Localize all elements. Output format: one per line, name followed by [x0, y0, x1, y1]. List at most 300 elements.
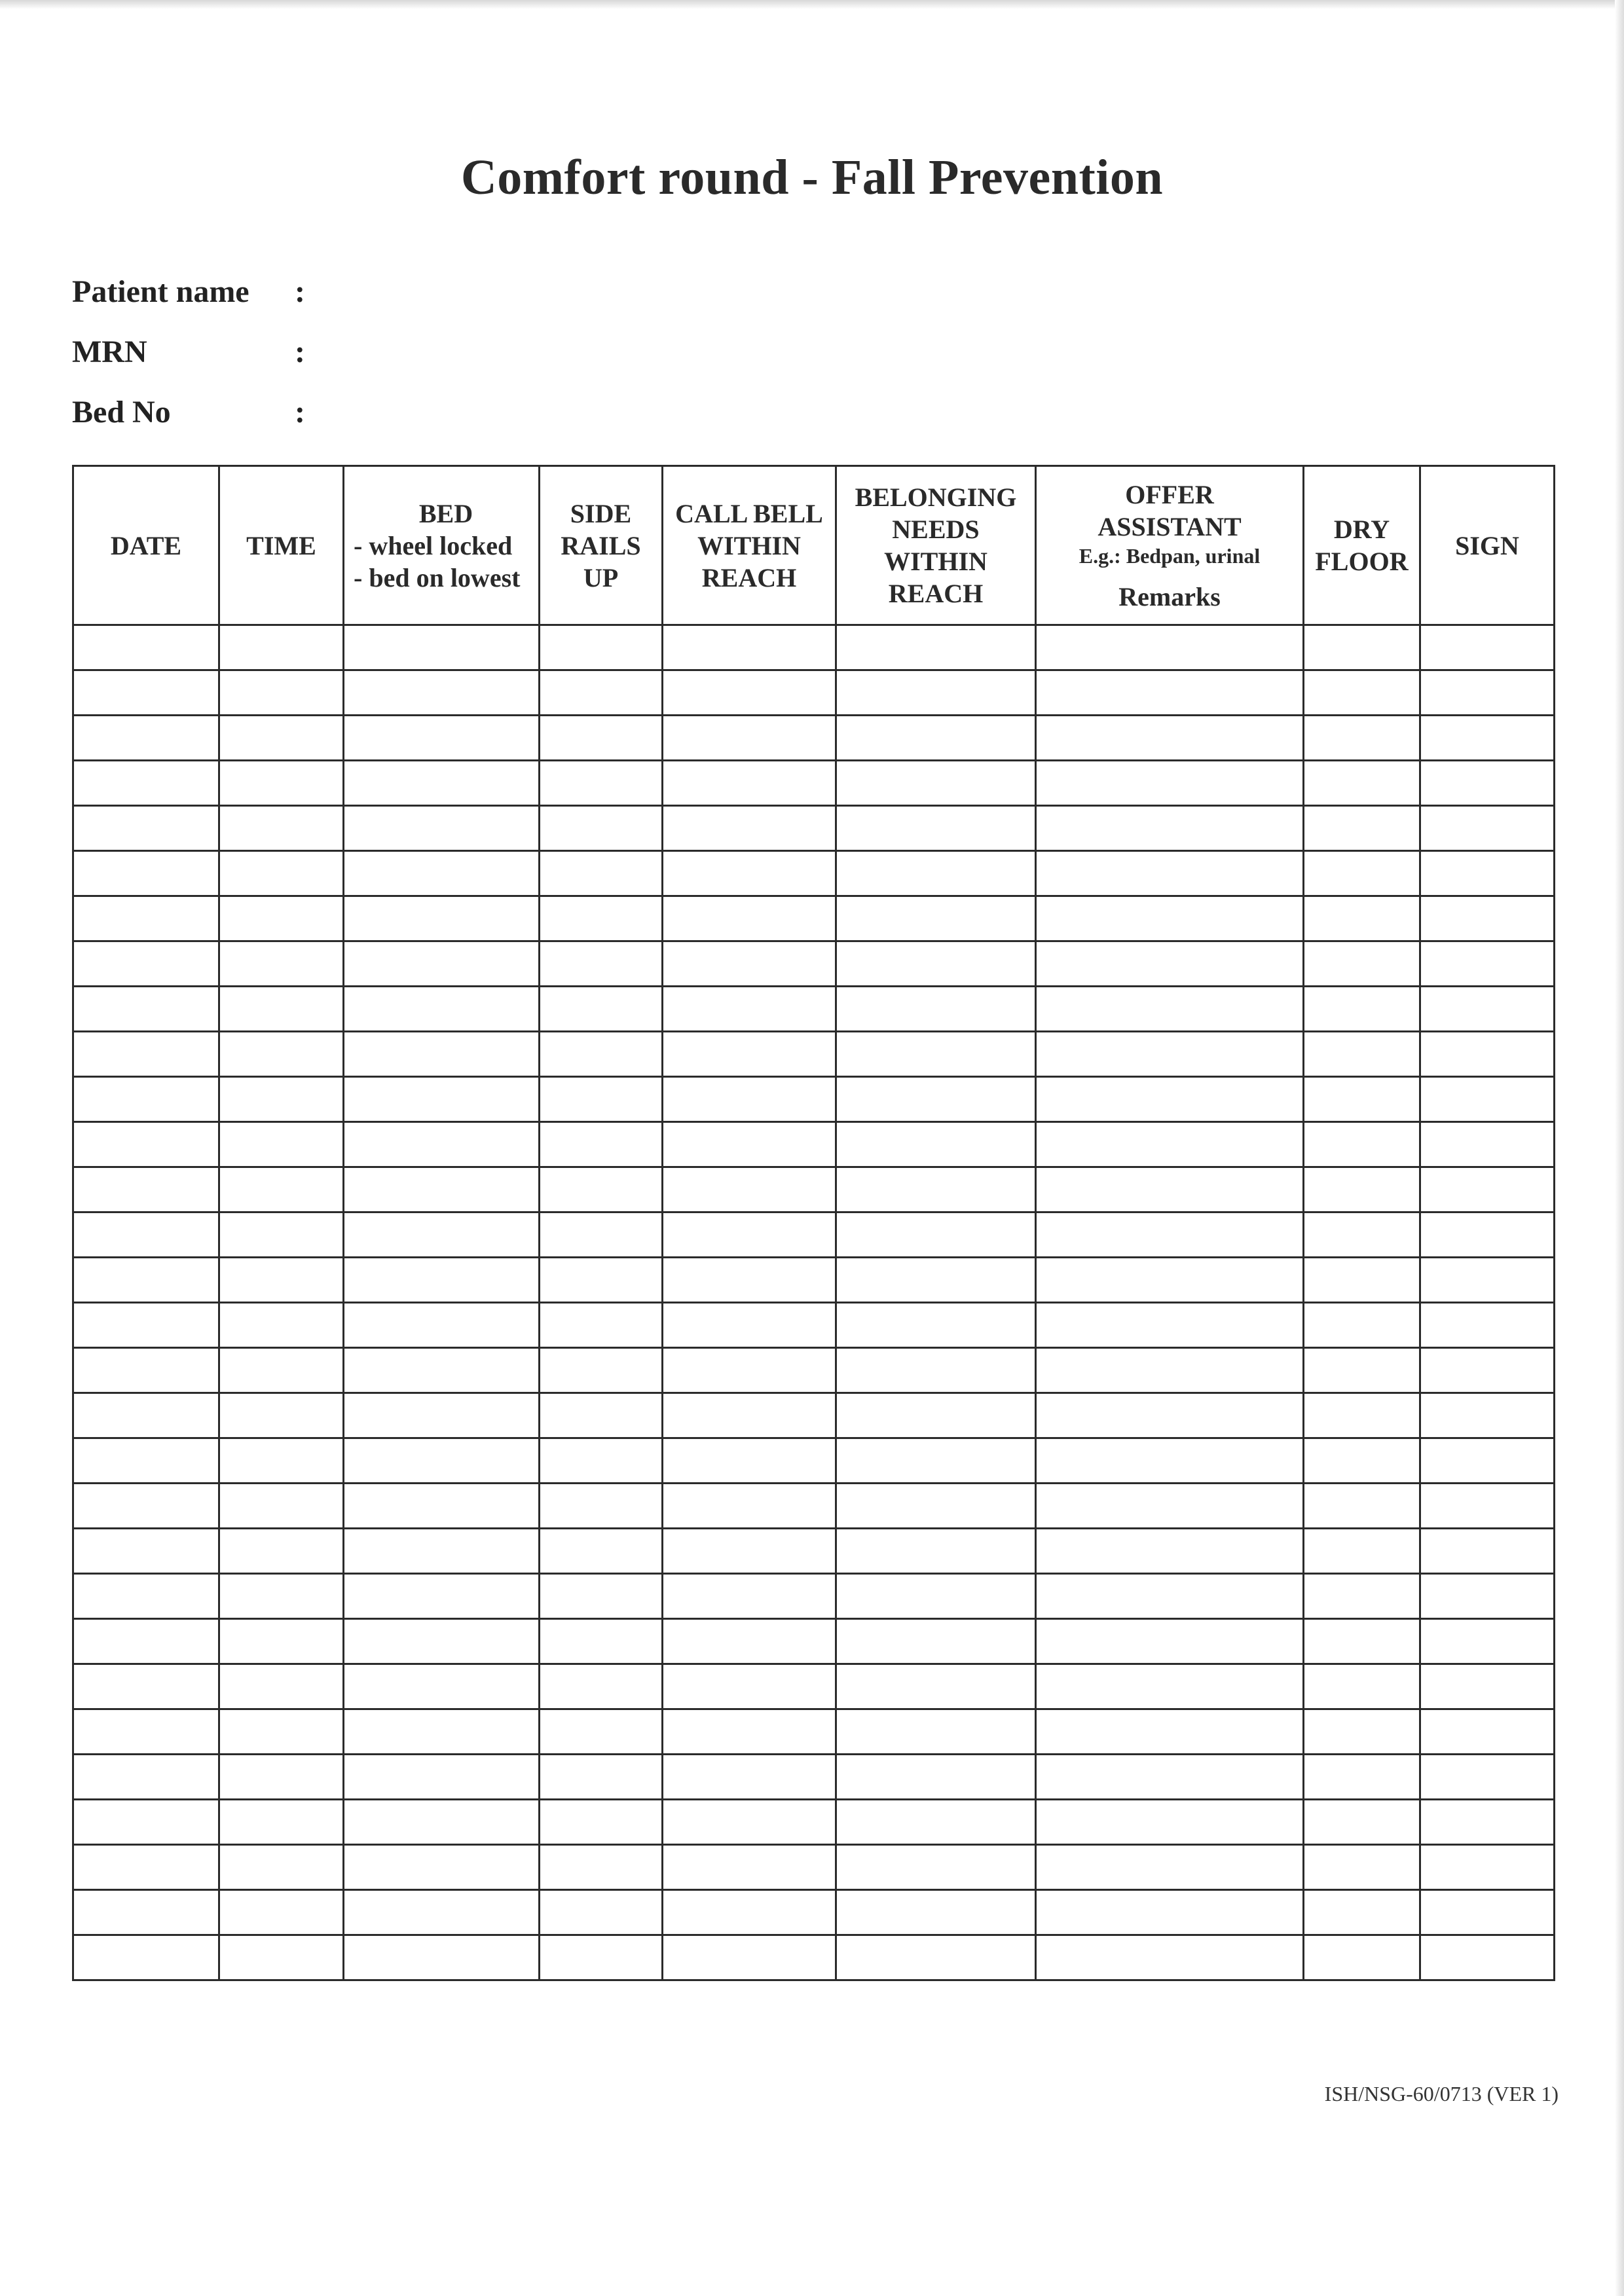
cell-offer-assistant[interactable] — [1036, 987, 1304, 1032]
cell-time[interactable] — [219, 1619, 344, 1664]
cell-dry-floor[interactable] — [1304, 1077, 1420, 1122]
cell-bed[interactable] — [344, 1755, 540, 1800]
cell-sign[interactable] — [1420, 716, 1555, 761]
cell-side-rails[interactable] — [540, 1032, 663, 1077]
cell-offer-assistant[interactable] — [1036, 1935, 1304, 1980]
cell-offer-assistant[interactable] — [1036, 1664, 1304, 1709]
cell-date[interactable] — [73, 851, 219, 896]
cell-side-rails[interactable] — [540, 987, 663, 1032]
cell-side-rails[interactable] — [540, 1393, 663, 1438]
cell-date[interactable] — [73, 1348, 219, 1393]
cell-offer-assistant[interactable] — [1036, 896, 1304, 941]
cell-side-rails[interactable] — [540, 851, 663, 896]
cell-time[interactable] — [219, 625, 344, 670]
cell-sign[interactable] — [1420, 1258, 1555, 1303]
cell-belonging[interactable] — [836, 1258, 1036, 1303]
cell-sign[interactable] — [1420, 1077, 1555, 1122]
cell-offer-assistant[interactable] — [1036, 1484, 1304, 1529]
cell-side-rails[interactable] — [540, 1935, 663, 1980]
cell-call-bell[interactable] — [663, 1212, 836, 1258]
cell-bed[interactable] — [344, 1258, 540, 1303]
cell-side-rails[interactable] — [540, 1755, 663, 1800]
cell-offer-assistant[interactable] — [1036, 806, 1304, 851]
cell-dry-floor[interactable] — [1304, 1845, 1420, 1890]
cell-side-rails[interactable] — [540, 1574, 663, 1619]
cell-time[interactable] — [219, 1303, 344, 1348]
cell-time[interactable] — [219, 1709, 344, 1755]
cell-call-bell[interactable] — [663, 1845, 836, 1890]
cell-bed[interactable] — [344, 1303, 540, 1348]
cell-dry-floor[interactable] — [1304, 1484, 1420, 1529]
header-call-bell — [663, 466, 836, 625]
cell-time[interactable] — [219, 941, 344, 987]
cell-date[interactable] — [73, 1935, 219, 1980]
header-side-rails-l3: UP — [583, 562, 619, 592]
cell-offer-assistant[interactable] — [1036, 1845, 1304, 1890]
cell-time[interactable] — [219, 1167, 344, 1212]
cell-call-bell[interactable] — [663, 761, 836, 806]
cell-offer-assistant[interactable] — [1036, 1348, 1304, 1393]
cell-bed[interactable] — [344, 1032, 540, 1077]
cell-call-bell[interactable] — [663, 941, 836, 987]
cell-bed[interactable] — [344, 1709, 540, 1755]
header-call-bell-l2: WITHIN — [697, 530, 801, 560]
cell-time[interactable] — [219, 716, 344, 761]
cell-date[interactable] — [73, 1303, 219, 1348]
cell-bed[interactable] — [344, 1845, 540, 1890]
cell-dry-floor[interactable] — [1304, 1574, 1420, 1619]
cell-dry-floor[interactable] — [1304, 1619, 1420, 1664]
cell-offer-assistant[interactable] — [1036, 670, 1304, 716]
cell-bed[interactable] — [344, 806, 540, 851]
cell-call-bell[interactable] — [663, 1935, 836, 1980]
cell-call-bell[interactable] — [663, 1529, 836, 1574]
cell-time[interactable] — [219, 1845, 344, 1890]
cell-date[interactable] — [73, 1755, 219, 1800]
cell-time[interactable] — [219, 670, 344, 716]
cell-call-bell[interactable] — [663, 1167, 836, 1212]
cell-call-bell[interactable] — [663, 670, 836, 716]
cell-side-rails[interactable] — [540, 716, 663, 761]
cell-time[interactable] — [219, 987, 344, 1032]
cell-bed[interactable] — [344, 1529, 540, 1574]
cell-sign[interactable] — [1420, 1935, 1555, 1980]
cell-date[interactable] — [73, 1032, 219, 1077]
cell-sign[interactable] — [1420, 1800, 1555, 1845]
cell-bed[interactable] — [344, 1122, 540, 1167]
cell-side-rails[interactable] — [540, 896, 663, 941]
cell-time[interactable] — [219, 1438, 344, 1484]
cell-time[interactable] — [219, 1664, 344, 1709]
cell-sign[interactable] — [1420, 1574, 1555, 1619]
header-dry-floor — [1304, 466, 1420, 625]
cell-dry-floor[interactable] — [1304, 1212, 1420, 1258]
table-row — [73, 1529, 1555, 1574]
cell-dry-floor[interactable] — [1304, 625, 1420, 670]
table-row — [73, 1438, 1555, 1484]
cell-side-rails[interactable] — [540, 1167, 663, 1212]
cell-bed[interactable] — [344, 1574, 540, 1619]
cell-time[interactable] — [219, 1077, 344, 1122]
cell-belonging[interactable] — [836, 851, 1036, 896]
cell-belonging[interactable] — [836, 1574, 1036, 1619]
cell-belonging[interactable] — [836, 896, 1036, 941]
cell-call-bell[interactable] — [663, 1303, 836, 1348]
cell-sign[interactable] — [1420, 987, 1555, 1032]
cell-date[interactable] — [73, 1167, 219, 1212]
cell-belonging[interactable] — [836, 1348, 1036, 1393]
cell-belonging[interactable] — [836, 716, 1036, 761]
cell-offer-assistant[interactable] — [1036, 625, 1304, 670]
cell-offer-assistant[interactable] — [1036, 761, 1304, 806]
cell-time[interactable] — [219, 1890, 344, 1935]
cell-belonging[interactable] — [836, 1935, 1036, 1980]
cell-time[interactable] — [219, 1529, 344, 1574]
cell-belonging[interactable] — [836, 806, 1036, 851]
cell-dry-floor[interactable] — [1304, 670, 1420, 716]
cell-date[interactable] — [73, 1800, 219, 1845]
cell-dry-floor[interactable] — [1304, 1303, 1420, 1348]
cell-belonging[interactable] — [836, 625, 1036, 670]
cell-sign[interactable] — [1420, 851, 1555, 896]
cell-side-rails[interactable] — [540, 1258, 663, 1303]
cell-date[interactable] — [73, 625, 219, 670]
cell-call-bell[interactable] — [663, 1800, 836, 1845]
cell-sign[interactable] — [1420, 670, 1555, 716]
cell-bed[interactable] — [344, 1890, 540, 1935]
cell-sign[interactable] — [1420, 1167, 1555, 1212]
header-bed-line1: - wheel locked — [354, 530, 513, 560]
cell-time[interactable] — [219, 1348, 344, 1393]
cell-dry-floor[interactable] — [1304, 1032, 1420, 1077]
cell-side-rails[interactable] — [540, 1529, 663, 1574]
cell-belonging[interactable] — [836, 1529, 1036, 1574]
cell-call-bell[interactable] — [663, 1258, 836, 1303]
cell-side-rails[interactable] — [540, 1212, 663, 1258]
cell-side-rails[interactable] — [540, 761, 663, 806]
cell-side-rails[interactable] — [540, 1800, 663, 1845]
cell-belonging[interactable] — [836, 1438, 1036, 1484]
cell-sign[interactable] — [1420, 1438, 1555, 1484]
table-row — [73, 1800, 1555, 1845]
cell-dry-floor[interactable] — [1304, 1258, 1420, 1303]
cell-call-bell[interactable] — [663, 625, 836, 670]
cell-belonging[interactable] — [836, 670, 1036, 716]
cell-sign[interactable] — [1420, 1529, 1555, 1574]
cell-time[interactable] — [219, 761, 344, 806]
cell-dry-floor[interactable] — [1304, 1890, 1420, 1935]
header-side-rails-l1: SIDE — [570, 498, 632, 528]
cell-belonging[interactable] — [836, 1077, 1036, 1122]
cell-call-bell[interactable] — [663, 851, 836, 896]
cell-bed[interactable] — [344, 1438, 540, 1484]
cell-date[interactable] — [73, 716, 219, 761]
cell-time[interactable] — [219, 1800, 344, 1845]
cell-call-bell[interactable] — [663, 1122, 836, 1167]
mrn-row — [72, 334, 714, 370]
cell-offer-assistant[interactable] — [1036, 1800, 1304, 1845]
cell-bed[interactable] — [344, 716, 540, 761]
cell-bed[interactable] — [344, 1167, 540, 1212]
cell-dry-floor[interactable] — [1304, 1755, 1420, 1800]
cell-time[interactable] — [219, 806, 344, 851]
cell-date[interactable] — [73, 1709, 219, 1755]
table-row — [73, 716, 1555, 761]
cell-bed[interactable] — [344, 761, 540, 806]
cell-sign[interactable] — [1420, 761, 1555, 806]
cell-belonging[interactable] — [836, 987, 1036, 1032]
cell-bed[interactable] — [344, 625, 540, 670]
cell-date[interactable] — [73, 941, 219, 987]
cell-date[interactable] — [73, 670, 219, 716]
table-row — [73, 1890, 1555, 1935]
cell-belonging[interactable] — [836, 1032, 1036, 1077]
scan-edge-top — [0, 0, 1624, 9]
table-row — [73, 625, 1555, 670]
cell-sign[interactable] — [1420, 896, 1555, 941]
cell-sign[interactable] — [1420, 1303, 1555, 1348]
table-row — [73, 987, 1555, 1032]
cell-call-bell[interactable] — [663, 1664, 836, 1709]
cell-call-bell[interactable] — [663, 1709, 836, 1755]
cell-belonging[interactable] — [836, 1664, 1036, 1709]
cell-offer-assistant[interactable] — [1036, 1709, 1304, 1755]
cell-sign[interactable] — [1420, 1032, 1555, 1077]
cell-dry-floor[interactable] — [1304, 1122, 1420, 1167]
cell-dry-floor[interactable] — [1304, 761, 1420, 806]
cell-side-rails[interactable] — [540, 1077, 663, 1122]
cell-dry-floor[interactable] — [1304, 1935, 1420, 1980]
cell-call-bell[interactable] — [663, 1890, 836, 1935]
cell-dry-floor[interactable] — [1304, 1709, 1420, 1755]
cell-date[interactable] — [73, 1077, 219, 1122]
cell-time[interactable] — [219, 1122, 344, 1167]
cell-side-rails[interactable] — [540, 806, 663, 851]
cell-offer-assistant[interactable] — [1036, 1619, 1304, 1664]
cell-belonging[interactable] — [836, 1845, 1036, 1890]
cell-call-bell[interactable] — [663, 1484, 836, 1529]
header-date: DATE — [73, 466, 219, 625]
cell-offer-assistant[interactable] — [1036, 1438, 1304, 1484]
cell-dry-floor[interactable] — [1304, 1393, 1420, 1438]
cell-date[interactable] — [73, 1484, 219, 1529]
cell-bed[interactable] — [344, 941, 540, 987]
cell-offer-assistant[interactable] — [1036, 716, 1304, 761]
cell-offer-assistant[interactable] — [1036, 1122, 1304, 1167]
cell-date[interactable] — [73, 1574, 219, 1619]
table-row — [73, 761, 1555, 806]
cell-time[interactable] — [219, 896, 344, 941]
cell-bed[interactable] — [344, 851, 540, 896]
cell-dry-floor[interactable] — [1304, 1348, 1420, 1393]
header-belonging-l3: WITHIN — [884, 547, 987, 576]
cell-dry-floor[interactable] — [1304, 851, 1420, 896]
cell-sign[interactable] — [1420, 1755, 1555, 1800]
cell-sign[interactable] — [1420, 941, 1555, 987]
cell-time[interactable] — [219, 1258, 344, 1303]
cell-call-bell[interactable] — [663, 1348, 836, 1393]
cell-belonging[interactable] — [836, 1303, 1036, 1348]
table-row — [73, 1167, 1555, 1212]
cell-dry-floor[interactable] — [1304, 716, 1420, 761]
cell-sign[interactable] — [1420, 1393, 1555, 1438]
cell-date[interactable] — [73, 1393, 219, 1438]
cell-dry-floor[interactable] — [1304, 941, 1420, 987]
cell-belonging[interactable] — [836, 1709, 1036, 1755]
cell-side-rails[interactable] — [540, 1664, 663, 1709]
cell-sign[interactable] — [1420, 1348, 1555, 1393]
cell-call-bell[interactable] — [663, 1438, 836, 1484]
table-row — [73, 806, 1555, 851]
cell-call-bell[interactable] — [663, 806, 836, 851]
cell-date[interactable] — [73, 1122, 219, 1167]
cell-belonging[interactable] — [836, 1619, 1036, 1664]
cell-bed[interactable] — [344, 896, 540, 941]
cell-time[interactable] — [219, 1032, 344, 1077]
cell-call-bell[interactable] — [663, 1619, 836, 1664]
cell-sign[interactable] — [1420, 1890, 1555, 1935]
cell-offer-assistant[interactable] — [1036, 1258, 1304, 1303]
cell-sign[interactable] — [1420, 1845, 1555, 1890]
cell-side-rails[interactable] — [540, 670, 663, 716]
cell-dry-floor[interactable] — [1304, 1800, 1420, 1845]
cell-belonging[interactable] — [836, 1755, 1036, 1800]
cell-dry-floor[interactable] — [1304, 806, 1420, 851]
cell-date[interactable] — [73, 987, 219, 1032]
cell-bed[interactable] — [344, 1212, 540, 1258]
cell-sign[interactable] — [1420, 1122, 1555, 1167]
bed-no-colon: : — [295, 395, 305, 429]
cell-offer-assistant[interactable] — [1036, 1167, 1304, 1212]
cell-offer-assistant[interactable] — [1036, 1755, 1304, 1800]
cell-side-rails[interactable] — [540, 1122, 663, 1167]
cell-side-rails[interactable] — [540, 1890, 663, 1935]
cell-sign[interactable] — [1420, 1619, 1555, 1664]
cell-time[interactable] — [219, 1935, 344, 1980]
cell-sign[interactable] — [1420, 1212, 1555, 1258]
cell-date[interactable] — [73, 1664, 219, 1709]
cell-side-rails[interactable] — [540, 1438, 663, 1484]
cell-time[interactable] — [219, 1212, 344, 1258]
cell-belonging[interactable] — [836, 1890, 1036, 1935]
cell-bed[interactable] — [344, 1800, 540, 1845]
cell-date[interactable] — [73, 806, 219, 851]
cell-date[interactable] — [73, 1212, 219, 1258]
cell-bed[interactable] — [344, 1077, 540, 1122]
cell-belonging[interactable] — [836, 1484, 1036, 1529]
cell-time[interactable] — [219, 1393, 344, 1438]
cell-date[interactable] — [73, 1619, 219, 1664]
table-row — [73, 1484, 1555, 1529]
table-row — [73, 1393, 1555, 1438]
cell-dry-floor[interactable] — [1304, 1167, 1420, 1212]
cell-side-rails[interactable] — [540, 1619, 663, 1664]
cell-bed[interactable] — [344, 1348, 540, 1393]
cell-side-rails[interactable] — [540, 625, 663, 670]
cell-dry-floor[interactable] — [1304, 896, 1420, 941]
cell-date[interactable] — [73, 1529, 219, 1574]
cell-call-bell[interactable] — [663, 1077, 836, 1122]
header-belonging-l2: NEEDS — [892, 515, 980, 544]
cell-belonging[interactable] — [836, 761, 1036, 806]
cell-side-rails[interactable] — [540, 941, 663, 987]
cell-call-bell[interactable] — [663, 1574, 836, 1619]
cell-bed[interactable] — [344, 1619, 540, 1664]
cell-bed[interactable] — [344, 1935, 540, 1980]
cell-call-bell[interactable] — [663, 1755, 836, 1800]
cell-date[interactable] — [73, 761, 219, 806]
table-row — [73, 1258, 1555, 1303]
header-bed-title: BED — [418, 498, 473, 528]
cell-sign[interactable] — [1420, 625, 1555, 670]
cell-belonging[interactable] — [836, 1800, 1036, 1845]
header-offer-assistant — [1036, 466, 1304, 625]
cell-sign[interactable] — [1420, 1709, 1555, 1755]
cell-time[interactable] — [219, 1574, 344, 1619]
cell-offer-assistant[interactable] — [1036, 1529, 1304, 1574]
cell-date[interactable] — [73, 1258, 219, 1303]
cell-offer-assistant[interactable] — [1036, 1032, 1304, 1077]
cell-time[interactable] — [219, 851, 344, 896]
cell-offer-assistant[interactable] — [1036, 1303, 1304, 1348]
cell-side-rails[interactable] — [540, 1303, 663, 1348]
cell-offer-assistant[interactable] — [1036, 1077, 1304, 1122]
cell-bed[interactable] — [344, 670, 540, 716]
cell-call-bell[interactable] — [663, 896, 836, 941]
cell-belonging[interactable] — [836, 1122, 1036, 1167]
cell-bed[interactable] — [344, 987, 540, 1032]
cell-date[interactable] — [73, 1438, 219, 1484]
mrn-label: MRN — [72, 335, 147, 369]
cell-call-bell[interactable] — [663, 1032, 836, 1077]
header-dry-l2: FLOOR — [1315, 547, 1409, 576]
cell-bed[interactable] — [344, 1393, 540, 1438]
cell-offer-assistant[interactable] — [1036, 941, 1304, 987]
cell-call-bell[interactable] — [663, 716, 836, 761]
cell-side-rails[interactable] — [540, 1709, 663, 1755]
cell-date[interactable] — [73, 1845, 219, 1890]
cell-time[interactable] — [219, 1484, 344, 1529]
cell-side-rails[interactable] — [540, 1348, 663, 1393]
cell-dry-floor[interactable] — [1304, 1664, 1420, 1709]
cell-bed[interactable] — [344, 1484, 540, 1529]
cell-side-rails[interactable] — [540, 1845, 663, 1890]
cell-dry-floor[interactable] — [1304, 1438, 1420, 1484]
cell-call-bell[interactable] — [663, 1393, 836, 1438]
cell-offer-assistant[interactable] — [1036, 1574, 1304, 1619]
cell-dry-floor[interactable] — [1304, 987, 1420, 1032]
cell-side-rails[interactable] — [540, 1484, 663, 1529]
cell-sign[interactable] — [1420, 1664, 1555, 1709]
cell-sign[interactable] — [1420, 806, 1555, 851]
cell-belonging[interactable] — [836, 941, 1036, 987]
cell-time[interactable] — [219, 1755, 344, 1800]
cell-date[interactable] — [73, 1890, 219, 1935]
cell-sign[interactable] — [1420, 1484, 1555, 1529]
cell-offer-assistant[interactable] — [1036, 851, 1304, 896]
cell-belonging[interactable] — [836, 1167, 1036, 1212]
cell-offer-assistant[interactable] — [1036, 1212, 1304, 1258]
cell-offer-assistant[interactable] — [1036, 1890, 1304, 1935]
cell-bed[interactable] — [344, 1664, 540, 1709]
cell-date[interactable] — [73, 896, 219, 941]
cell-dry-floor[interactable] — [1304, 1529, 1420, 1574]
cell-belonging[interactable] — [836, 1212, 1036, 1258]
cell-offer-assistant[interactable] — [1036, 1393, 1304, 1438]
form-code: ISH/NSG-60/0713 (VER 1) — [1324, 2082, 1559, 2105]
cell-call-bell[interactable] — [663, 987, 836, 1032]
cell-belonging[interactable] — [836, 1393, 1036, 1438]
